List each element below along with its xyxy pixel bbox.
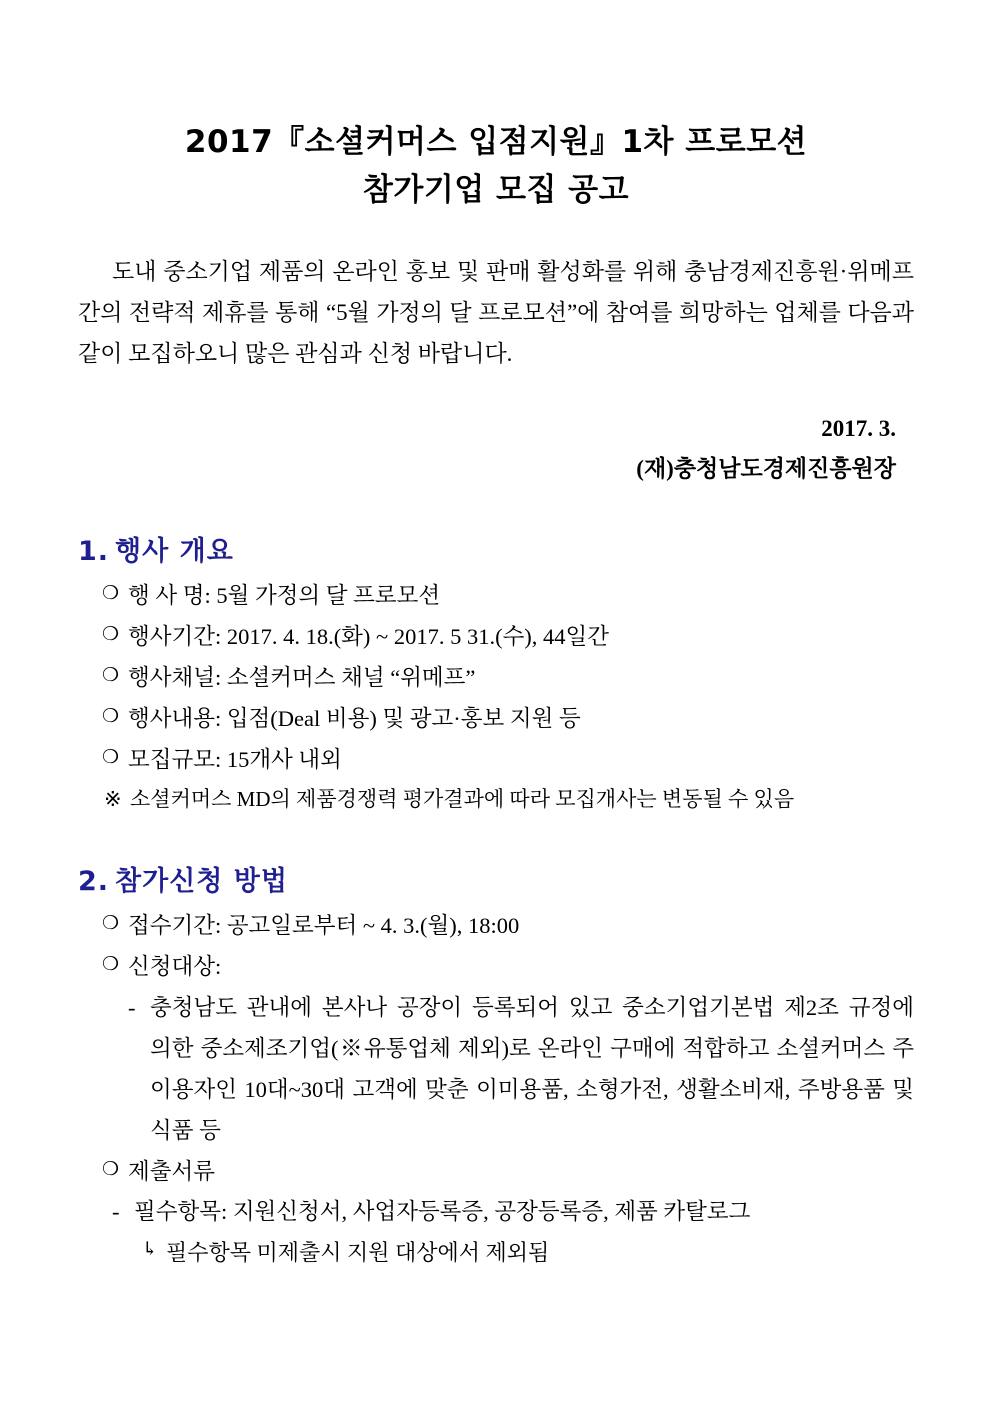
list-item-label: 접수기간: 공고일로부터 ~ 4. 3.(월), 18:00 xyxy=(128,912,520,938)
required-docs-text: 필수항목: 지원신청서, 사업자등록증, 공장등록증, 제품 카탈로그 xyxy=(134,1199,751,1225)
list-item xyxy=(102,617,914,658)
section-title-2: 참가신청 방법 xyxy=(115,865,288,897)
bullet-icon: ❍ xyxy=(102,953,120,975)
note-icon: ※ xyxy=(104,787,122,812)
signature-date: 2017. 3. xyxy=(821,415,896,441)
section-title-1: 행사 개요 xyxy=(115,536,234,568)
list-item-label: 행사내용: 입점(Deal 비용) 및 광고·홍보 지원 등 xyxy=(128,706,581,732)
list-item xyxy=(102,699,914,740)
section-2-docs-note xyxy=(78,1233,914,1273)
section-2-submit-list xyxy=(78,1152,914,1193)
section-number-1: 1. xyxy=(78,536,110,568)
list-item-label: 신청대상: xyxy=(128,953,222,979)
document-title xyxy=(78,118,914,214)
list-item xyxy=(102,1152,914,1193)
list-item xyxy=(102,906,914,947)
list-item xyxy=(102,740,914,781)
list-item-label: 모집규모: 15개사 내외 xyxy=(128,747,342,773)
title-line-2: 참가기업 모집 공고 xyxy=(362,172,630,209)
section-2-list xyxy=(78,906,914,988)
list-item-label: 행 사 명: 5월 가정의 달 프로모션 xyxy=(128,583,441,609)
title-line-1: 2017『소셜커머스 입점지원』1차 프로모션 xyxy=(184,124,808,160)
section-2-required-docs xyxy=(78,1192,914,1233)
dash-icon: - xyxy=(112,1199,120,1225)
list-item-label: 행사채널: 소셜커머스 채널 “위메프” xyxy=(128,665,476,691)
section-heading-2 xyxy=(78,859,914,898)
section-2-eligibility xyxy=(78,988,914,1152)
bullet-icon: ❍ xyxy=(102,624,120,646)
section-1-note xyxy=(78,781,914,819)
bullet-icon: ❍ xyxy=(102,912,120,934)
list-item-label: 제출서류 xyxy=(128,1158,215,1184)
signature-issuer: (재)충청남도경제진흥원장 xyxy=(636,456,896,482)
note-label: 소셜커머스 MD의 제품경쟁력 평가결과에 따라 모집개사는 변동될 수 있음 xyxy=(130,787,795,812)
section-heading-1 xyxy=(78,529,914,568)
list-item xyxy=(102,947,914,988)
section-1-list xyxy=(78,576,914,781)
list-item-label: 행사기간: 2017. 4. 18.(화) ~ 2017. 5 31.(수), 44일간 xyxy=(128,624,610,650)
eligibility-text: 충청남도 관내에 본사나 공장이 등록되어 있고 중소기업기본법 제2조 규정에 의한 중소제조기업(※유통업체 제외)로 온라인 구매에 적합하고 소셜커머스 주 이용자인 10대~30대 고객에 맞춘 이미용품, 소형가전, 생활소비재, 주방용품 및 식품 등 xyxy=(150,994,914,1143)
bullet-icon: ❍ xyxy=(102,706,120,728)
list-item xyxy=(102,576,914,617)
bullet-icon: ❍ xyxy=(102,665,120,687)
intro-paragraph: 도내 중소기업 제품의 온라인 홍보 및 판매 활성화를 위해 충남경제진흥원·위메프 간의 전략적 제휴를 통해 “5월 가정의 달 프로모션”에 참여를 희망하는 업체를 다음과 같이 모집하오니 많은 관심과 신청 바랍니다. xyxy=(78,259,914,366)
bullet-icon: ❍ xyxy=(102,583,120,605)
arrow-icon: ↳ xyxy=(142,1239,158,1261)
bullet-icon: ❍ xyxy=(102,1158,120,1180)
docs-note-text: 필수항목 미제출시 지원 대상에서 제외됨 xyxy=(166,1240,550,1266)
signature-block xyxy=(78,409,914,490)
dash-icon: - xyxy=(128,994,136,1020)
bullet-icon: ❍ xyxy=(102,747,120,769)
list-item xyxy=(102,658,914,699)
section-number-2: 2. xyxy=(78,865,110,897)
